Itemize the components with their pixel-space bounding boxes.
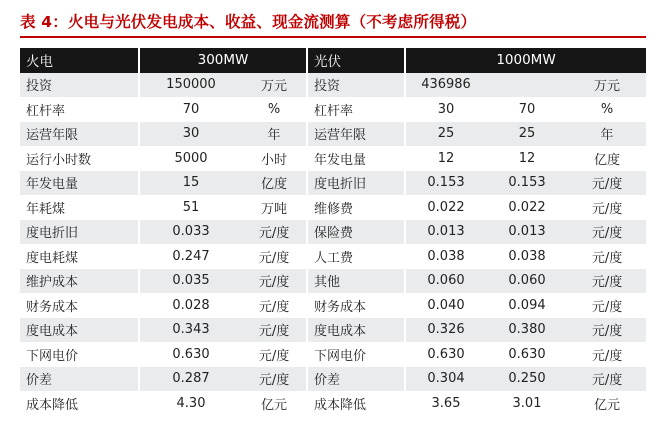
value-pv-1: 25 — [404, 122, 486, 147]
value-coal: 51 — [138, 195, 242, 220]
header-row — [20, 48, 646, 73]
row-label-coal: 年耗煤 — [20, 195, 138, 220]
value-coal: 4.30 — [138, 391, 242, 416]
row-label-pv: 投资 — [306, 73, 404, 98]
table-row — [20, 122, 646, 147]
row-label-coal: 度电折旧 — [20, 220, 138, 245]
unit-coal: 万元 — [242, 73, 306, 98]
value-pv-2: 12 — [486, 146, 568, 171]
unit-coal: 年 — [242, 122, 306, 147]
row-label-coal: 下网电价 — [20, 342, 138, 367]
value-pv-2: 0.038 — [486, 244, 568, 269]
row-label-coal: 成本降低 — [20, 391, 138, 416]
value-pv-2: 0.250 — [486, 367, 568, 392]
row-label-pv: 其他 — [306, 269, 404, 294]
value-coal: 5000 — [138, 146, 242, 171]
value-coal: 0.028 — [138, 293, 242, 318]
row-label-pv: 财务成本 — [306, 293, 404, 318]
table-row — [20, 391, 646, 416]
unit-pv: 万元 — [568, 73, 646, 98]
value-pv-1: 30 — [404, 97, 486, 122]
row-label-pv: 保险费 — [306, 220, 404, 245]
table-row — [20, 195, 646, 220]
value-coal: 150000 — [138, 73, 242, 98]
unit-pv: 亿度 — [568, 146, 646, 171]
row-label-coal: 财务成本 — [20, 293, 138, 318]
table-row — [20, 220, 646, 245]
row-label-coal: 杠杆率 — [20, 97, 138, 122]
value-coal: 0.035 — [138, 269, 242, 294]
cost-comparison-table — [20, 48, 646, 416]
row-label-pv: 人工费 — [306, 244, 404, 269]
row-label-pv: 运营年限 — [306, 122, 404, 147]
row-label-pv: 年发电量 — [306, 146, 404, 171]
value-coal: 0.287 — [138, 367, 242, 392]
value-pv-1: 0.060 — [404, 269, 486, 294]
value-pv-1: 12 — [404, 146, 486, 171]
value-pv-2: 3.01 — [486, 391, 568, 416]
header-left-label: 火电 — [20, 48, 138, 73]
value-pv-1: 436986 — [404, 73, 486, 98]
unit-pv: 亿元 — [568, 391, 646, 416]
row-label-pv: 度电折旧 — [306, 171, 404, 196]
unit-pv: 元/度 — [568, 269, 646, 294]
value-pv-1: 0.013 — [404, 220, 486, 245]
value-pv-1: 3.65 — [404, 391, 486, 416]
value-pv-2: 0.380 — [486, 318, 568, 343]
row-label-pv: 下网电价 — [306, 342, 404, 367]
row-label-pv: 杠杆率 — [306, 97, 404, 122]
row-label-pv: 度电成本 — [306, 318, 404, 343]
title-underline — [20, 36, 646, 38]
value-pv-1: 0.304 — [404, 367, 486, 392]
value-coal: 0.033 — [138, 220, 242, 245]
value-pv-2: 0.013 — [486, 220, 568, 245]
row-label-coal: 价差 — [20, 367, 138, 392]
value-pv-1: 0.630 — [404, 342, 486, 367]
value-pv-1: 0.038 — [404, 244, 486, 269]
value-pv-2 — [486, 73, 568, 98]
row-label-pv: 成本降低 — [306, 391, 404, 416]
value-coal: 0.343 — [138, 318, 242, 343]
unit-coal: 元/度 — [242, 342, 306, 367]
unit-pv: 元/度 — [568, 367, 646, 392]
table-title: 表 4：火电与光伏发电成本、收益、现金流测算（不考虑所得税） — [20, 13, 477, 31]
unit-pv: % — [568, 97, 646, 122]
value-coal: 70 — [138, 97, 242, 122]
value-coal: 0.630 — [138, 342, 242, 367]
value-pv-2: 0.094 — [486, 293, 568, 318]
unit-pv: 元/度 — [568, 171, 646, 196]
unit-coal: 万吨 — [242, 195, 306, 220]
row-label-coal: 度电耗煤 — [20, 244, 138, 269]
value-pv-1: 0.326 — [404, 318, 486, 343]
value-pv-2: 25 — [486, 122, 568, 147]
unit-coal: 小时 — [242, 146, 306, 171]
row-label-coal: 维护成本 — [20, 269, 138, 294]
unit-coal: 元/度 — [242, 269, 306, 294]
unit-coal: 亿元 — [242, 391, 306, 416]
value-pv-2: 0.022 — [486, 195, 568, 220]
value-pv-2: 0.630 — [486, 342, 568, 367]
value-coal: 30 — [138, 122, 242, 147]
row-label-coal: 运营年限 — [20, 122, 138, 147]
value-pv-1: 0.022 — [404, 195, 486, 220]
unit-pv: 元/度 — [568, 342, 646, 367]
table-row — [20, 244, 646, 269]
unit-coal: 元/度 — [242, 244, 306, 269]
unit-coal: 元/度 — [242, 367, 306, 392]
unit-pv: 元/度 — [568, 195, 646, 220]
row-label-pv: 维修费 — [306, 195, 404, 220]
table-row — [20, 367, 646, 392]
unit-coal: 元/度 — [242, 220, 306, 245]
unit-coal: % — [242, 97, 306, 122]
table-row — [20, 269, 646, 294]
value-coal: 0.247 — [138, 244, 242, 269]
row-label-coal: 运行小时数 — [20, 146, 138, 171]
unit-pv: 元/度 — [568, 220, 646, 245]
row-label-coal: 年发电量 — [20, 171, 138, 196]
table-row — [20, 73, 646, 98]
unit-coal: 亿度 — [242, 171, 306, 196]
row-label-coal: 度电成本 — [20, 318, 138, 343]
value-pv-2: 70 — [486, 97, 568, 122]
unit-pv: 年 — [568, 122, 646, 147]
unit-pv: 元/度 — [568, 244, 646, 269]
value-pv-2: 0.153 — [486, 171, 568, 196]
row-label-coal: 投资 — [20, 73, 138, 98]
value-pv-1: 0.040 — [404, 293, 486, 318]
value-coal: 15 — [138, 171, 242, 196]
row-label-pv: 价差 — [306, 367, 404, 392]
table-row — [20, 146, 646, 171]
table-row — [20, 293, 646, 318]
header-right-capacity: 1000MW — [404, 48, 646, 73]
value-pv-2: 0.060 — [486, 269, 568, 294]
header-right-label: 光伏 — [306, 48, 404, 73]
value-pv-1: 0.153 — [404, 171, 486, 196]
header-left-capacity: 300MW — [138, 48, 306, 73]
unit-pv: 元/度 — [568, 318, 646, 343]
table-row — [20, 171, 646, 196]
unit-pv: 元/度 — [568, 293, 646, 318]
table-row — [20, 318, 646, 343]
unit-coal: 元/度 — [242, 293, 306, 318]
table-row — [20, 97, 646, 122]
unit-coal: 元/度 — [242, 318, 306, 343]
table-row — [20, 342, 646, 367]
